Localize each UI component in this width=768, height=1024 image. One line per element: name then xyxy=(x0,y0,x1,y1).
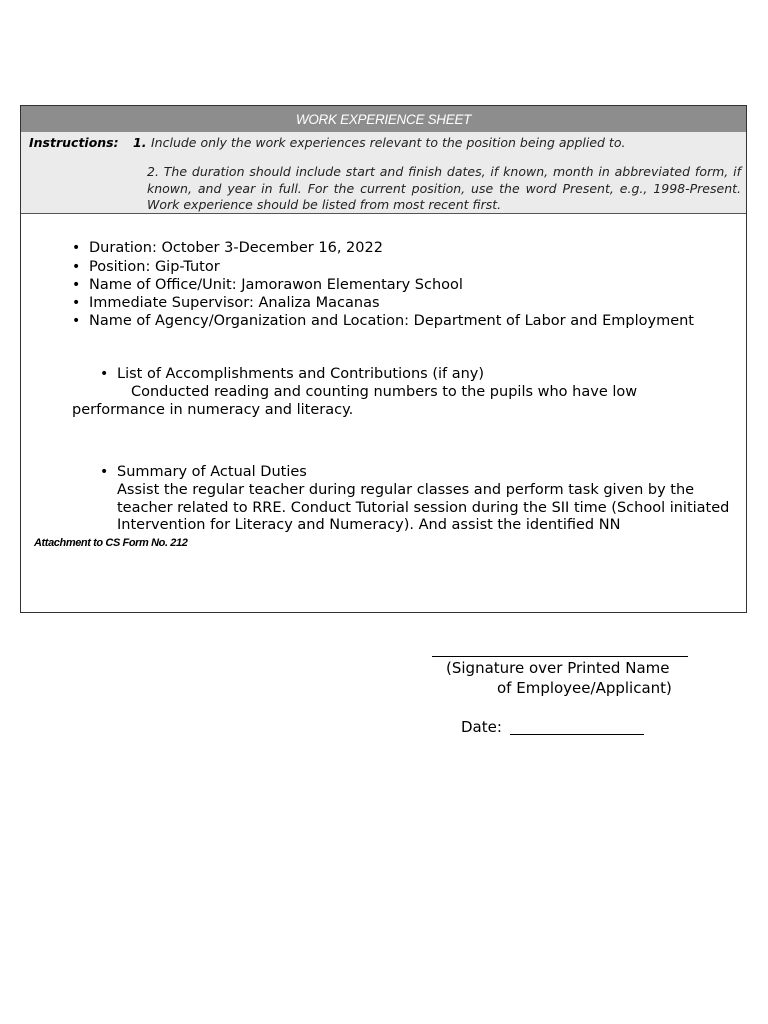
duties-heading: Summary of Actual Duties xyxy=(117,464,307,480)
instruction-1-number: 1. xyxy=(133,135,147,150)
accomplishments-heading: List of Accomplishments and Contributions (if any) xyxy=(117,366,485,382)
title-bar xyxy=(21,106,746,133)
accomplishments-heading-item xyxy=(100,366,485,384)
office-text: Name of Office/Unit: Jamorawon Elementary School xyxy=(89,277,463,293)
instruction-1-text: Include only the work experiences relevant to the position being applied to. xyxy=(151,135,626,150)
accomplishments-line-2: performance in numeracy and literacy. xyxy=(72,402,354,418)
bullet-icon: • xyxy=(100,464,109,480)
duration-text: Duration: October 3-December 16, 2022 xyxy=(89,240,383,256)
position-item xyxy=(72,259,220,277)
signature-line xyxy=(432,656,688,657)
supervisor-text: Immediate Supervisor: Analiza Macanas xyxy=(89,295,380,311)
sheet-title: WORK EXPERIENCE SHEET xyxy=(295,111,472,127)
instructions-label: Instructions: xyxy=(29,135,119,150)
work-experience-sheet xyxy=(20,105,747,613)
bullet-icon: • xyxy=(100,366,109,382)
duration-item xyxy=(72,240,383,258)
bullet-icon: • xyxy=(72,259,81,275)
signature-label-line-1: (Signature over Printed Name xyxy=(446,659,670,677)
position-text: Position: Gip-Tutor xyxy=(89,259,220,275)
office-item xyxy=(72,277,463,295)
date-line xyxy=(510,734,644,735)
duties-heading-item xyxy=(100,464,307,482)
accomplishments-line-1: Conducted reading and counting numbers to the pupils who have low xyxy=(131,384,638,400)
supervisor-item xyxy=(72,295,380,313)
instruction-2-text: 2. The duration should include start and finish dates, if known, month in abbreviated form, if known, and year in full. For the current position, use the word Present, e.g., 1998-Present. Work experience should be listed from most recent first. xyxy=(147,164,741,212)
bullet-icon: • xyxy=(72,295,81,311)
agency-item xyxy=(72,313,741,331)
duties-text: Assist the regular teacher during regular classes and perform task given by the teacher related to RRE. Conduct Tutorial session during the SII time (School initiated Intervention for Literacy and Numeracy). And assist the identified NN xyxy=(117,482,730,533)
signature-label-line-2: of Employee/Applicant) xyxy=(497,679,672,697)
instructions-box xyxy=(21,132,746,214)
bullet-icon: • xyxy=(72,277,81,293)
bullet-icon: • xyxy=(72,313,81,329)
agency-text: Name of Agency/Organization and Location: Department of Labor and Employment xyxy=(89,313,694,329)
attachment-note: Attachment to CS Form No. 212 xyxy=(34,537,188,549)
date-label: Date: xyxy=(461,718,502,736)
bullet-icon: • xyxy=(72,240,81,256)
